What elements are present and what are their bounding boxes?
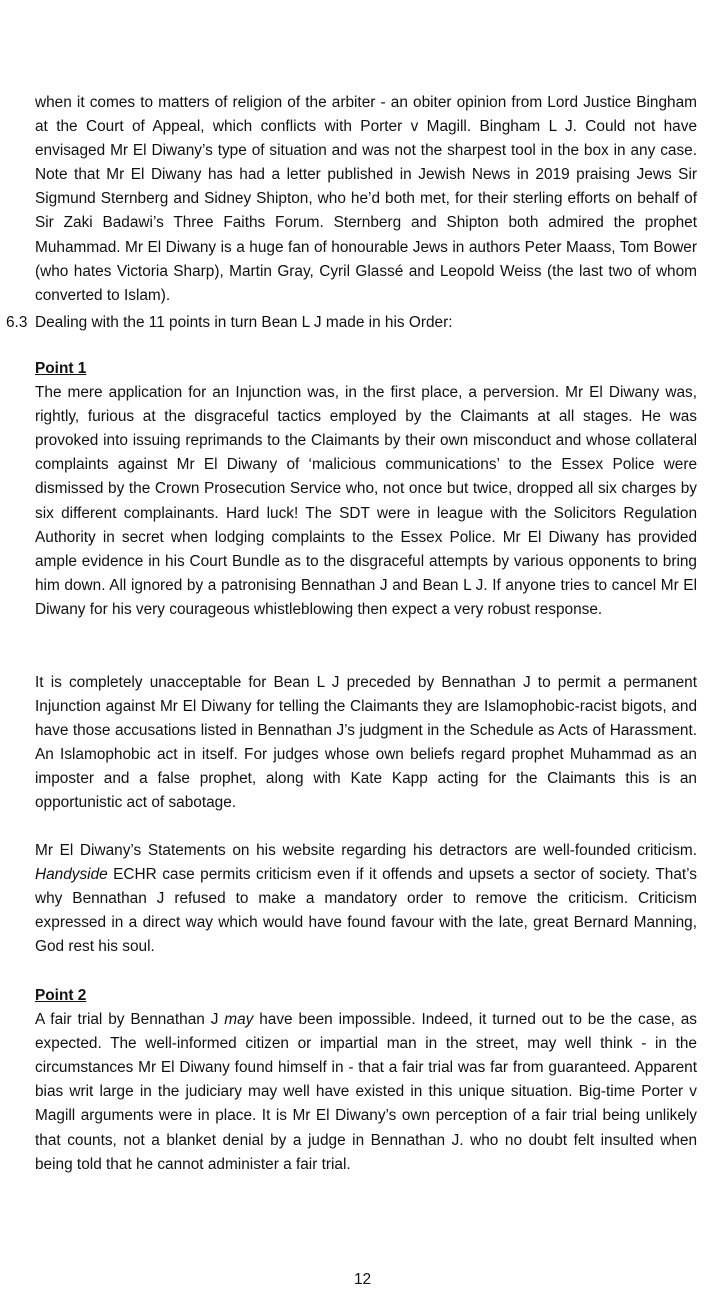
point1-paragraph-1: The mere application for an Injunction was, in the first place, a perversion. Mr El Diwany was, rightly, furious at the disgraceful tactics employed by the Claimants at all stages. He was provoked into issuing reprimands to the Claimants by their own misconduct and whose collateral complaints against Mr El Diwany of ‘malicious communications’ to the Essex Police were dismissed by the Crown Prosecution Service who, not once but twice, dropped all six charges by six different complainants. Hard luck! The SDT were in league with the Solicitors Regulation Authority in secret when lodging complaints to the Essex Police. Mr El Diwany has provided ample evidence in his Court Bundle as to the disgraceful attempts by various opponents to bring him down. All ignored by a patronising Bennathan J and Bean L J. If anyone tries to cancel Mr El Diwany for his very courageous whistleblowing then expect a very robust response. <box>35 384 697 618</box>
section-intro-text: Dealing with the 11 points in turn Bean L J made in his Order: <box>35 314 453 331</box>
point2-paragraph-end: have been impossible. Indeed, it turned out to be the case, as expected. The well-informed citizen or impartial man in the street, may well think - in the circumstances Mr El Diwany found himself in - that a fair trial was far from guaranteed. Apparent bias writ large in the judiciary may well have existed in this unique situation. Big-time Porter v Magill arguments were in place. It is Mr El Diwany’s own perception of a fair trial being unlikely that counts, not a blanket denial by a judge in Bennathan J. who no doubt felt insulted when being told that he cannot administer a fair trial. <box>35 1011 697 1173</box>
point1-paragraph-3 <box>35 839 697 959</box>
point1-paragraph-3-end: ECHR case permits criticism even if it offends and upsets a sector of society. That’s why Bennathan J refused to make a mandatory order to remove the criticism. Criticism expressed in a direct way which would have found favour with the late, great Bernard Manning, God rest his soul. <box>35 866 697 956</box>
section-number: 6.3 <box>6 314 28 331</box>
point1-block <box>35 357 697 622</box>
point1-paragraph-2: It is completely unacceptable for Bean L J preceded by Bennathan J to permit a permanent Injunction against Mr El Diwany for telling the Claimants they are Islamophobic-racist bigots, and have those accusations listed in Bennathan J’s judgment in the Schedule as Acts of Harassment. An Islamophobic act in itself. For judges whose own beliefs regard prophet Muhammad as an imposter and a false prophet, along with Kate Kapp acting for the Claimants this is an opportunistic act of sabotage. <box>35 674 697 812</box>
point2-emphasis: may <box>224 1011 254 1029</box>
point1-heading: Point 1 <box>35 360 87 377</box>
page-number: 12 <box>353 1271 372 1288</box>
intro-paragraph: when it comes to matters of religion of the arbiter - an obiter opinion from Lord Justice Bingham at the Court of Appeal, which conflicts with Porter v Magill. Bingham L J. Could not have envisaged Mr El Diwany’s type of situation and was not the sharpest tool in the box in any case. Note that Mr El Diwany has had a letter published in Jewish News in 2019 praising Jews Sir Sigmund Sternberg and Sidney Shipton, who he’d both met, for their sterling efforts on behalf of Sir Zaki Badawi’s Three Faiths Forum. Sternberg and Shipton both admired the prophet Muhammad. Mr El Diwany is a huge fan of honourable Jews in authors Peter Maass, Tom Bower (who hates Victoria Sharp), Martin Gray, Cyril Glassé and Leopold Weiss (the last two of whom converted to Islam). <box>35 94 697 304</box>
point2-heading: Point 2 <box>35 987 87 1004</box>
point1-paragraph-3-start: Mr El Diwany’s Statements on his website regarding his detractors are well-founded criticism. <box>35 842 697 859</box>
point2-paragraph <box>35 1008 697 1177</box>
point1-block-3 <box>35 839 697 959</box>
point1-block-2 <box>35 671 697 816</box>
point2-paragraph-start: A fair trial by Bennathan J <box>35 1011 225 1029</box>
handyside-case-name: Handyside <box>35 866 108 884</box>
intro-block <box>35 91 697 308</box>
point2-block <box>35 984 697 1177</box>
